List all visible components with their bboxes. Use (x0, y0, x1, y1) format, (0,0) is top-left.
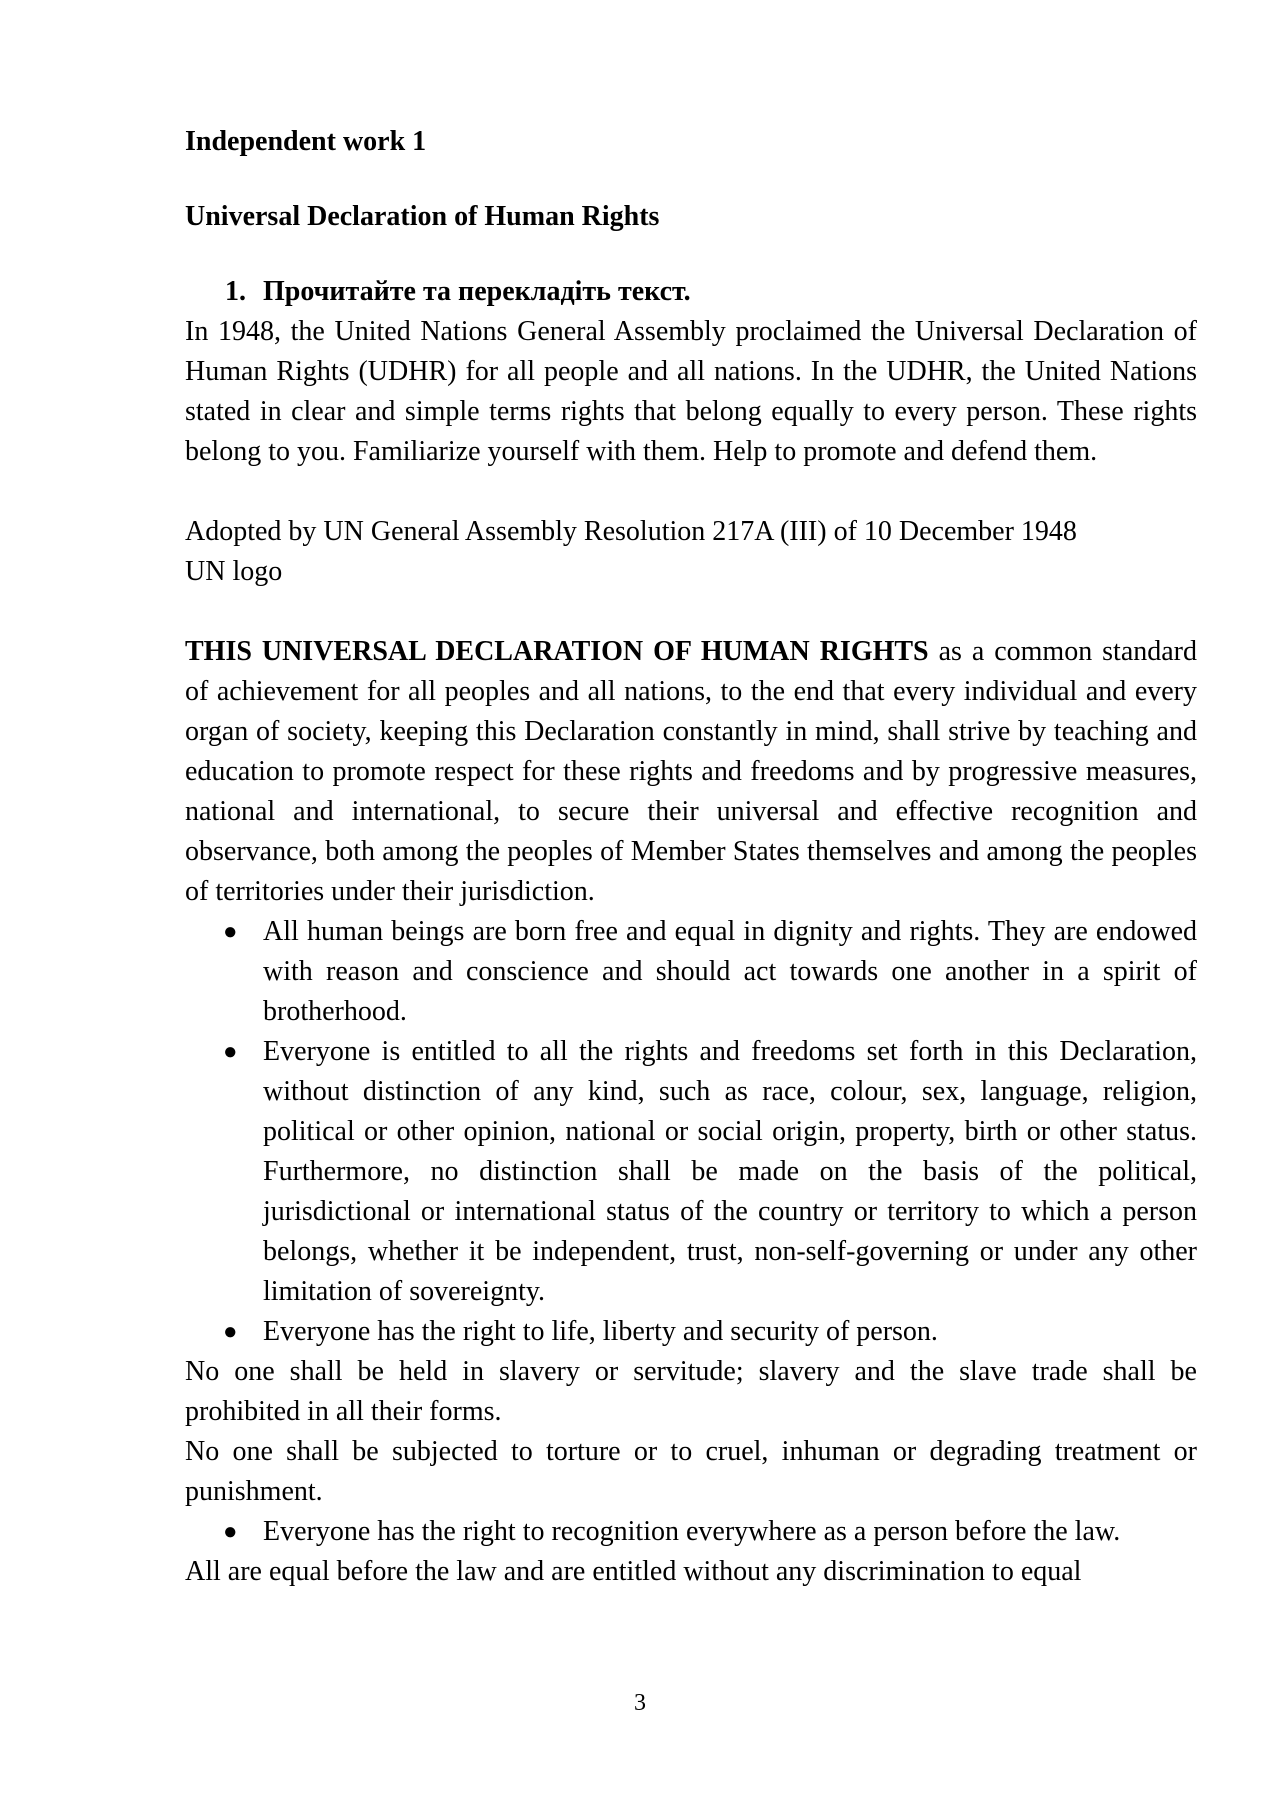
list-item-text: Everyone has the right to life, liberty and security of person. (263, 1316, 938, 1347)
document-title: Independent work 1 (185, 126, 427, 157)
preamble-rest: as a common standard of achievement for all peoples and all nations, to the end that every individual and every organ of society, keeping this Declaration constantly in mind, shall strive by teaching and education to promote respect for these rights and freedoms and by progressive measures, national and international, to secure their universal and effective recognition and observance, both among the peoples of Member States themselves and among the peoples of territories under their jurisdiction. (185, 636, 1198, 907)
preamble-lead: THIS UNIVERSAL DECLARATION OF HUMAN RIGHTS (185, 636, 929, 667)
bullet-icon: ● (223, 919, 238, 945)
slavery-paragraph: No one shall be held in slavery or servitude; slavery and the slave trade shall be prohibited in all their forms. (185, 1356, 1197, 1427)
adopted-line: Adopted by UN General Assembly Resolution 217A (III) of 10 December 1948 (185, 516, 1077, 547)
task-number: 1. (225, 276, 246, 307)
list-item-text: Everyone is entitled to all the rights and freedoms set forth in this Declaration, without distinction of any kind, such as race, colour, sex, language, religion, political or other opinion, national or social origin, property, birth or other status. Furthermore, no distinction shall be made on the basis of the political, jurisdictional or international status of the country or territory to which a person belongs, whether it be independent, trust, non-self-governing or under any other limitation of sovereignty. (263, 1036, 1197, 1307)
intro-paragraph: In 1948, the United Nations General Assembly proclaimed the Universal Declaration of Human Rights (UDHR) for all people and all nations. In the UDHR, the United Nations stated in clear and simple terms rights that belong equally to every person. These rights belong to you. Familiarize yourself with them. Help to promote and defend them. (185, 316, 1197, 467)
bullet-list-a (185, 912, 1197, 1352)
equality-paragraph: All are equal before the law and are entitled without any discrimination to equal (185, 1556, 1082, 1587)
bullet-list-b (185, 1512, 1197, 1552)
list-item (185, 1032, 1197, 1312)
list-item (185, 1312, 1197, 1352)
preamble-paragraph (185, 632, 1197, 912)
bullet-icon: ● (223, 1319, 238, 1345)
task-item (185, 272, 1197, 312)
logo-label: UN logo (185, 556, 283, 587)
page-number: 3 (634, 1690, 646, 1716)
list-item-text: All human beings are born free and equal in dignity and rights. They are endowed with reason and conscience and should act towards one another in a spirit of brotherhood. (263, 916, 1197, 1027)
page-content (185, 122, 1197, 1592)
document-subtitle: Universal Declaration of Human Rights (185, 201, 660, 232)
bullet-icon: ● (223, 1519, 238, 1545)
bullet-icon: ● (223, 1039, 238, 1065)
list-item (185, 1512, 1197, 1552)
list-item-text: Everyone has the right to recognition everywhere as a person before the law. (263, 1516, 1121, 1547)
list-item (185, 912, 1197, 1032)
torture-paragraph: No one shall be subjected to torture or to cruel, inhuman or degrading treatment or punishment. (185, 1436, 1197, 1507)
task-text: Прочитайте та перекладіть текст. (263, 276, 691, 307)
